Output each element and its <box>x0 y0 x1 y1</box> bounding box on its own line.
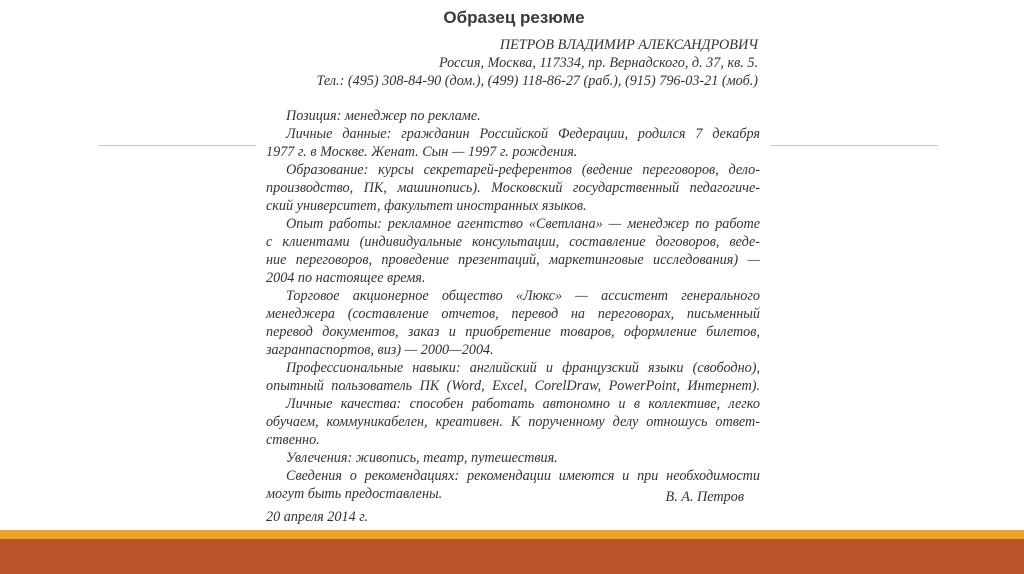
resume-line: Опыт работы: рекламное агентство «Светлана» — менеджер по работе <box>286 216 760 232</box>
signature: В. А. Петров <box>665 489 744 505</box>
resume-line: Личные качества: способен работать автономно и в коллективе, легко <box>286 396 760 412</box>
resume-line: обучаем, коммуникабелен, креативен. К порученному делу отношусь ответ- <box>266 414 760 430</box>
resume-line: ственно. <box>266 432 320 448</box>
resume-line: Торговое акционерное общество «Люкс» — ассистент генерального <box>286 288 760 304</box>
resume-line: Образование: курсы секретарей-референтов (ведение переговоров, дело- <box>286 162 760 178</box>
resume-document <box>258 0 770 530</box>
document-title: Образец резюме <box>443 8 585 27</box>
resume-line: с клиентами (индивидуальные консультации, составление договоров, веде- <box>266 234 760 250</box>
resume-line: перевод документов, заказ и приобретение товаров, оформление билетов, <box>266 324 760 340</box>
resume-line: загранпаспортов, виз) — 2000—2004. <box>266 342 494 358</box>
resume-line: Сведения о рекомендациях: рекомендации имеются и при необходимости <box>286 468 760 484</box>
resume-line: ние переговоров, проведение презентаций, маркетинговые исследования) — <box>266 252 760 268</box>
resume-line: Позиция: менеджер по рекламе. <box>286 108 481 124</box>
resume-line: Профессиональные навыки: английский и французский языки (свободно), <box>286 360 760 376</box>
resume-line: могут быть предоставлены. <box>266 486 443 502</box>
applicant-name: ПЕТРОВ ВЛАДИМИР АЛЕКСАНДРОВИЧ <box>499 37 758 53</box>
resume-line: Личные данные: гражданин Российской Федерации, родился 7 декабря <box>286 126 760 142</box>
footer-accent-band <box>0 530 1024 539</box>
resume-line: 2004 по настоящее время. <box>266 270 426 286</box>
resume-line: Увлечения: живопись, театр, путешествия. <box>286 450 558 466</box>
slide-divider-left <box>98 145 256 146</box>
applicant-address: Россия, Москва, 117334, пр. Вернадского, д. 37, кв. 5. <box>438 55 758 71</box>
slide-divider-right <box>770 145 938 146</box>
document-date: 20 апреля 2014 г. <box>266 509 369 525</box>
applicant-phones: Тел.: (495) 308-84-90 (дом.), (499) 118-86-27 (раб.), (915) 796-03-21 (моб.) <box>316 73 758 89</box>
footer-band <box>0 539 1024 574</box>
resume-line: 1977 г. в Москве. Женат. Сын — 1997 г. рождения. <box>266 144 578 160</box>
resume-line: опытный пользователь ПК (Word, Excel, CorelDraw, PowerPoint, Интернет). <box>266 378 760 394</box>
resume-line: ский университет, факультет иностранных языков. <box>266 198 587 214</box>
resume-line: менеджера (составление отчетов, перевод на переговорах, письменный <box>266 306 760 322</box>
resume-line: производство, ПК, машинопись). Московский государственный педагогиче- <box>266 180 760 196</box>
